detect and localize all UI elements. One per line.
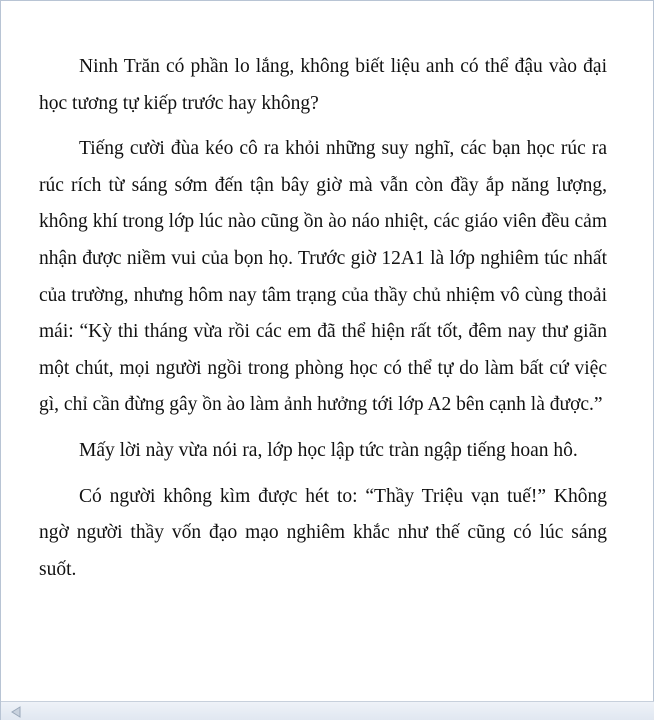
page-text	[39, 49, 607, 597]
status-bar	[1, 701, 654, 720]
left-arrow-glyph	[9, 705, 23, 719]
left-arrow-icon[interactable]	[9, 705, 23, 719]
document-page	[1, 1, 653, 701]
paragraph-2: Tiếng cười đùa kéo cô ra khỏi những suy nghĩ, các bạn học rúc ra rúc rích từ sáng sớm đến tận bây giờ mà vẫn còn đầy ắp năng lượng, không khí trong lớp lúc nào cũng ồn ào náo nhiệt, các giáo viên đều cảm nhận được niềm vui của bọn họ. Trước giờ 12A1 là lớp nghiêm túc nhất của trường, nhưng hôm nay tâm trạng của thầy chủ nhiệm vô cùng thoải mái: “Kỳ thi tháng vừa rồi các em đã thể hiện rất tốt, đêm nay thư giãn một chút, mọi người ngồi trong phòng học có thể tự do làm bất cứ việc gì, chỉ cần đừng gây ồn ào làm ảnh hưởng tới lớp A2 bên cạnh là được.”	[39, 138, 607, 416]
paragraph-3: Mấy lời này vừa nói ra, lớp học lập tức tràn ngập tiếng hoan hô.	[79, 439, 578, 461]
paragraph-4: Có người không kìm được hét to: “Thầy Triệu vạn tuế!” Không ngờ người thầy vốn đạo mạo nghiêm khắc như thế cũng có lúc sáng suốt.	[39, 485, 607, 580]
paragraph-1: Ninh Trăn có phần lo lắng, không biết liệu anh có thể đậu vào đại học tương tự kiếp trước hay không?	[39, 56, 607, 114]
